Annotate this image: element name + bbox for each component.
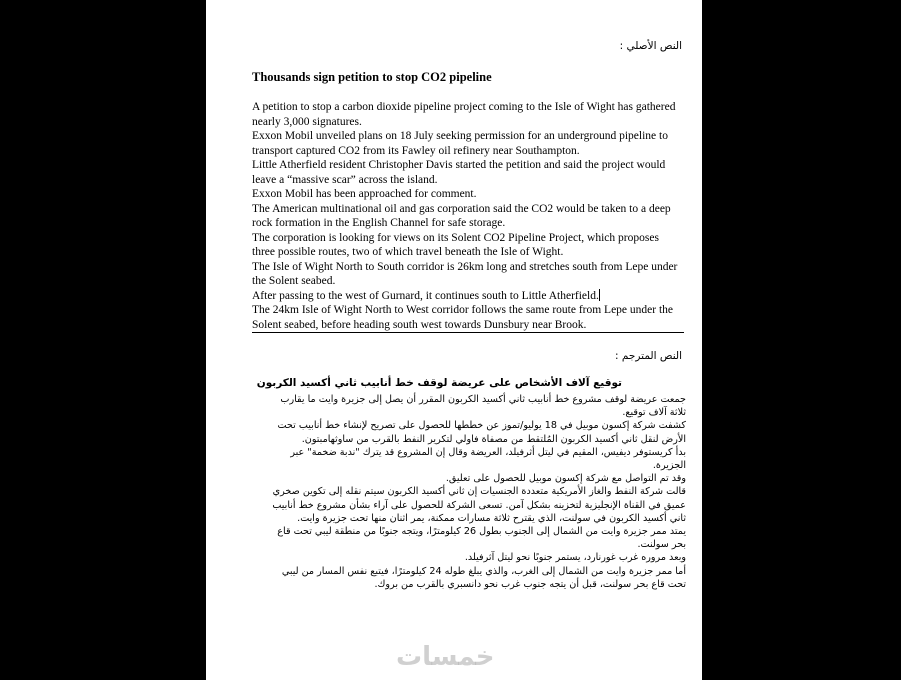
english-title: Thousands sign petition to stop CO2 pipeline xyxy=(252,70,492,84)
english-paragraph: The corporation is looking for views on its Solent CO2 Pipeline Project, which proposes three possible routes, two of which travel beneath the Isle of Wight. xyxy=(252,231,659,258)
section-divider xyxy=(252,332,684,333)
english-paragraph: The Isle of Wight North to South corridor is 26km long and stretches south from Lepe under the Solent seabed. xyxy=(252,260,678,287)
arabic-body xyxy=(268,393,686,591)
english-paragraph: Little Atherfield resident Christopher Davis started the petition and said the project would leave a “massive scar” across the island. xyxy=(252,159,666,186)
arabic-paragraph: كشفت شركة إكسون موبيل في 18 يوليو/تموز عن خططها للحصول على تصريح لإنشاء خط أنابيب تحت الأرض لنقل ثاني أكسيد الكربون المُلتقط من مصفاة فاولي لتكرير النفط بالقرب من ساوثهامبتون. xyxy=(277,420,686,445)
original-text-label: النص الأصلي : xyxy=(619,40,682,52)
arabic-paragraph: جمعت عريضة لوقف مشروع خط أنابيب ثاني أكسيد الكربون المقرر أن يصل إلى جزيرة وايت ما يقارب ثلاثة آلاف توقيع. xyxy=(280,394,686,419)
arabic-paragraph: قالت شركة النفط والغاز الأمريكية متعددة الجنسيات إن ثاني أكسيد الكربون سيتم نقله إلى تكوين صخري عميق في القناة الإنجليزية لتخزينه بشكل آمن. تسعى الشركة للحصول على آراء بشأن مشروع خط أنابيب ثاني أكسيد الكربون في سولنت، الذي يقترح ثلاثة مسارات ممكنة، يمر اثنان منها تحت جزيرة وايت. xyxy=(272,486,686,524)
arabic-paragraph: وبعد مروره غرب غورنارد، يستمر جنوبًا نحو ليتل آثرفيلد. xyxy=(464,552,686,564)
arabic-title: توقيع آلاف الأشخاص على عريضة لوقف خط أنابيب ثاني أكسيد الكربون xyxy=(256,377,622,389)
english-paragraph: The 24km Isle of Wight North to West corridor follows the same route from Lepe under the Solent seabed, before heading south west towards Dunsbury near Brook. xyxy=(252,304,674,331)
english-paragraph: A petition to stop a carbon dioxide pipeline project coming to the Isle of Wight has gathered nearly 3,000 signatures. xyxy=(252,101,676,128)
arabic-paragraph: بدأ كريستوفر ديفيس، المقيم في ليتل أثرفيلد، العريضة وقال إن المشروع قد يترك "ندبة ضخمة" عبر الجزيرة. xyxy=(290,446,686,472)
english-paragraph-with-cursor[interactable] xyxy=(252,289,684,304)
arabic-paragraph: وقد تم التواصل مع شركة إكسون موبيل للحصول على تعليق. xyxy=(445,473,686,485)
english-paragraph: Exxon Mobil unveiled plans on 18 July seeking permission for an underground pipeline to transport captured CO2 from its Fawley oil refinery near Southampton. xyxy=(252,130,668,157)
english-body xyxy=(252,100,684,332)
english-paragraph: The American multinational oil and gas corporation said the CO2 would be taken to a deep rock formation in the English Channel for safe storage. xyxy=(252,202,671,229)
translated-text-label: النص المترجم : xyxy=(615,350,682,362)
text-cursor xyxy=(599,289,600,301)
english-paragraph: After passing to the west of Gurnard, it continues south to Little Atherfield. xyxy=(252,289,599,302)
arabic-paragraph: أما ممر جزيرة وايت من الشمال إلى الغرب، والذي يبلغ طوله 24 كيلومترًا، فيتبع نفس المسار من ليبي تحت قاع بحر سولنت، قبل أن يتجه جنوب غرب نحو دانسبري بالقرب من بروك. xyxy=(281,565,686,590)
document-page xyxy=(206,0,702,680)
english-paragraph: Exxon Mobil has been approached for comment. xyxy=(252,188,477,200)
watermark-logo: خمسات xyxy=(396,642,495,672)
arabic-paragraph: يمتد ممر جزيرة وايت من الشمال إلى الجنوب بطول 26 كيلومترًا، ويتجه جنوبًا من منطقة ليبي تحت قاع بحر سولنت. xyxy=(277,526,686,551)
